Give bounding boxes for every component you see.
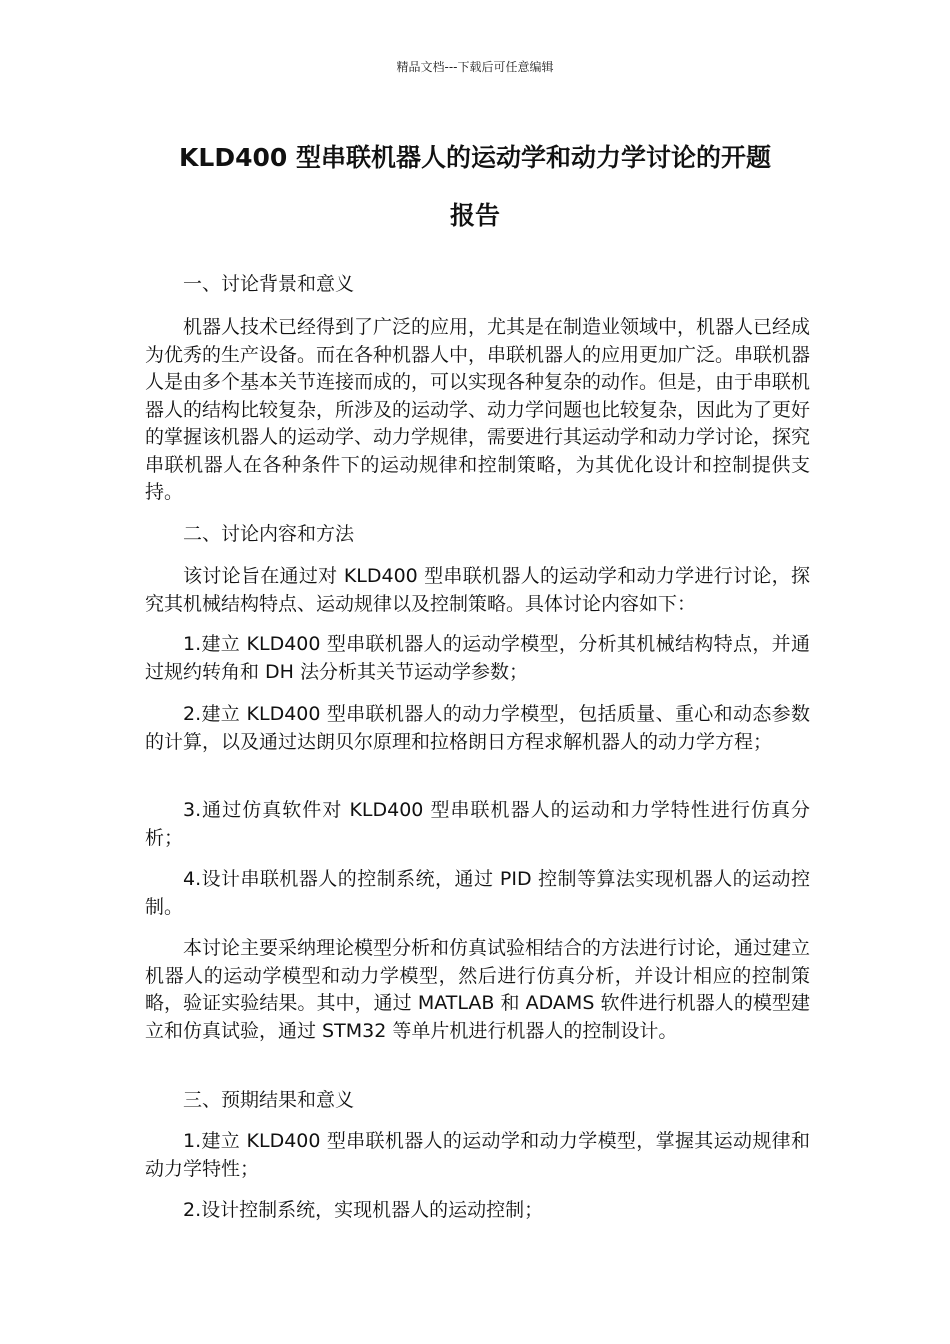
section-3-item-1: 1.建立 KLD400 型串联机器人的运动学和动力学模型，掌握其运动规律和动力学特性；	[145, 1130, 810, 1180]
section-2-item-1: 1.建立 KLD400 型串联机器人的运动学模型，分析其机械结构特点，并通过规约转角和 DH 法分析其关节运动学参数；	[145, 633, 810, 683]
section-1-heading: 一、讨论背景和意义	[183, 273, 355, 295]
page-header: 精品文档---下载后可任意编辑	[396, 60, 554, 74]
document-title-line-1: KLD400 型串联机器人的运动学和动力学讨论的开题	[179, 143, 771, 172]
section-1-paragraph: 机器人技术已经得到了广泛的应用，尤其是在制造业领域中，机器人已经成为优秀的生产设备。而在各种机器人中，串联机器人的应用更加广泛。串联机器人是由多个基本关节连接而成的，可以实现各种复杂的动作。但是，由于串联机器人的结构比较复杂，所涉及的运动学、动力学问题也比较复杂，因此为了更好的掌握该机器人的运动学、动力学规律，需要进行其运动学和动力学讨论，探究串联机器人在各种条件下的运动规律和控制策略，为其优化设计和控制提供支持。	[145, 316, 811, 503]
section-2-heading: 二、讨论内容和方法	[183, 523, 355, 545]
section-3-item-2: 2.设计控制系统，实现机器人的运动控制；	[183, 1199, 544, 1221]
section-3-heading: 三、预期结果和意义	[183, 1089, 355, 1111]
section-2-item-3: 3.通过仿真软件对 KLD400 型串联机器人的运动和力学特性进行仿真分析；	[145, 799, 810, 849]
section-2-intro: 该讨论旨在通过对 KLD400 型串联机器人的运动学和动力学进行讨论，探究其机械结构特点、运动规律以及控制策略。具体讨论内容如下：	[145, 565, 810, 615]
document-title-line-2: 报告	[449, 201, 500, 230]
section-2-method-paragraph: 本讨论主要采纳理论模型分析和仿真试验相结合的方法进行讨论，通过建立机器人的运动学模型和动力学模型，然后进行仿真分析，并设计相应的控制策略，验证实验结果。其中，通过 MATLAB 和 ADAMS 软件进行机器人的模型建立和仿真试验，通过 STM32 等单片机进行机器人的控制设计。	[145, 937, 811, 1042]
section-2-item-4: 4.设计串联机器人的控制系统，通过 PID 控制等算法实现机器人的运动控制。	[145, 868, 810, 918]
section-2-item-2: 2.建立 KLD400 型串联机器人的动力学模型，包括质量、重心和动态参数的计算，以及通过达朗贝尔原理和拉格朗日方程求解机器人的动力学方程；	[145, 703, 810, 753]
